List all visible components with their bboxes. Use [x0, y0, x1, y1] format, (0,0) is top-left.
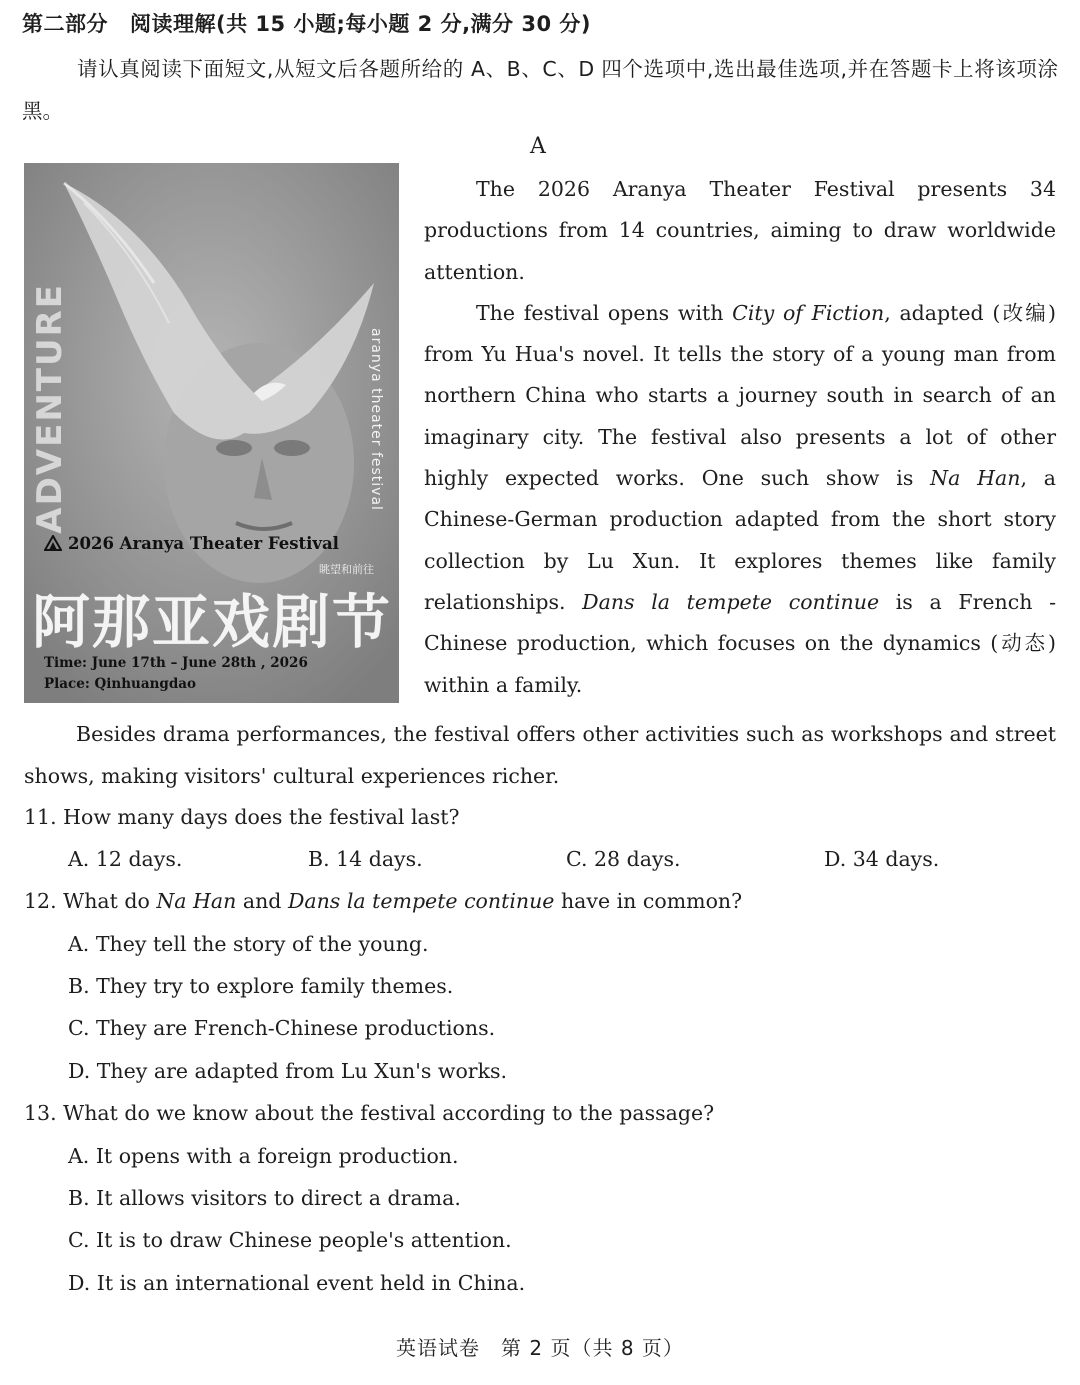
section-title: 阅读理解(共 15 小题;每小题 2 分,满分 30 分): [130, 12, 591, 36]
q11-option-c: C. 28 days.: [566, 847, 681, 871]
section-part: 第二部分: [22, 12, 108, 36]
question-11: 11. How many days does the festival last?: [24, 805, 460, 829]
q12-option-b: B. They try to explore family themes.: [68, 974, 454, 998]
q12-option-d: D. They are adapted from Lu Xun's works.: [68, 1059, 508, 1083]
q13-option-b: B. It allows visitors to direct a drama.: [68, 1186, 461, 1210]
work-title: City of Fiction: [732, 300, 885, 325]
poster-title: 2026 Aranya Theater Festival: [68, 534, 339, 553]
festival-logo-icon: [44, 535, 62, 551]
poster-side-text: ADVENTURE: [30, 283, 70, 534]
passage-right-column: [424, 169, 1056, 706]
passage-paragraph-2: The festival opens with City of Fiction, adapted (改编) from Yu Hua's novel. It tells the story of a young man from northern China who starts a journey south in search of an imaginary city. The festival also presents a lot of other highly expected works. One such show is Na Han, a Chinese-German production adapted from the short story collection by Lu Xun. It explores themes like family relationships. Dans la tempete continue is a French - Chinese production, which focuses on the dynamics (动态) within a family.: [424, 300, 1056, 697]
q13-option-c: C. It is to draw Chinese people's attention.: [68, 1228, 512, 1252]
instructions: 请认真阅读下面短文,从短文后各题所给的 A、B、C、D 四个选项中,选出最佳选项,并在答题卡上将该项涂黑。: [22, 57, 1058, 123]
q11-option-d: D. 34 days.: [824, 847, 940, 871]
question-13: 13. What do we know about the festival according to the passage?: [24, 1101, 715, 1125]
section-heading: [22, 8, 591, 38]
festival-poster: [24, 163, 399, 703]
passage-paragraph-3: Besides drama performances, the festival offers other activities such as workshops and street shows, making visitors' cultural experiences richer.: [24, 722, 1056, 788]
work-title: Dans la tempete continue: [582, 589, 880, 614]
q11-option-a: A. 12 days.: [68, 847, 183, 871]
work-title: Na Han: [930, 466, 1021, 491]
poster-cn-title: 阿那亚戏剧节: [32, 588, 393, 656]
poster-cn-subtitle: 眺望和前往: [319, 563, 374, 576]
passage-label: A: [530, 134, 546, 159]
passage-paragraph-1: The 2026 Aranya Theater Festival presents 34 productions from 14 countries, aiming to draw worldwide attention.: [424, 177, 1056, 284]
q11-option-b: B. 14 days.: [308, 847, 423, 871]
q12-option-a: A. They tell the story of the young.: [68, 932, 429, 956]
page-footer: 英语试卷 第 2 页（共 8 页）: [396, 1336, 684, 1360]
q13-option-a: A. It opens with a foreign production.: [68, 1144, 459, 1168]
poster-time: Time: June 17th – June 28th , 2026: [44, 655, 308, 671]
q12-option-c: C. They are French-Chinese productions.: [68, 1016, 496, 1040]
poster-vertical-text: aranya theater festival: [368, 328, 384, 511]
q13-option-d: D. It is an international event held in China.: [68, 1271, 526, 1295]
poster-place: Place: Qinhuangdao: [44, 676, 197, 692]
question-12: 12. What do Na Han and Dans la tempete continue have in common?: [24, 889, 743, 913]
